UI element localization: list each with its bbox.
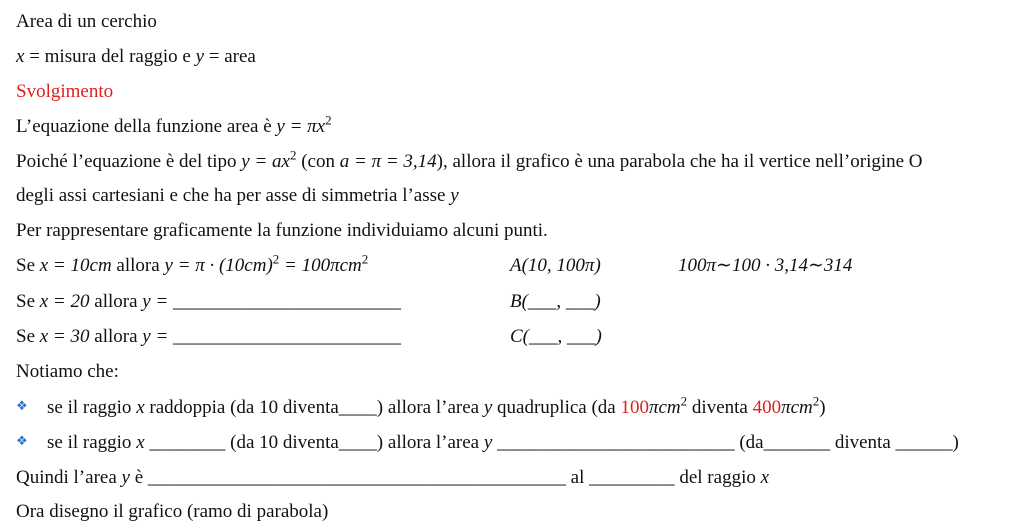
row-2-blank: ________________________ xyxy=(173,291,402,312)
b1-exp-1: 2 xyxy=(680,393,688,409)
row-3-x: x = 30 xyxy=(39,326,90,347)
axis-text: degli assi cartesiani e che ha per asse di simmetria l’asse xyxy=(16,185,451,206)
poiche-formula-1: y = ax xyxy=(241,151,290,172)
var-y: y xyxy=(195,46,204,67)
row-1-se: Se xyxy=(16,255,40,276)
row-1-allora: allora xyxy=(111,255,165,276)
row-3-blank: ________________________ xyxy=(173,326,402,347)
b2-text-c: _________________________ (da_______ diventa ______) xyxy=(492,432,959,453)
b1-text-c: quadruplica (da xyxy=(492,397,621,418)
row-2-text xyxy=(16,290,401,314)
var-x: x xyxy=(16,46,25,67)
row-3-text xyxy=(16,325,401,349)
notiamo-heading: Notiamo che: xyxy=(16,361,119,382)
equation-exponent: 2 xyxy=(325,112,332,128)
b1-exp-2: 2 xyxy=(812,393,820,409)
b1-value-1: 100 xyxy=(620,397,649,418)
section-heading: Svolgimento xyxy=(16,81,114,102)
row-3-allora: allora xyxy=(89,326,143,347)
b1-y: y xyxy=(483,397,493,418)
poiche-exponent: 2 xyxy=(289,147,297,163)
b2-text-a: se il raggio xyxy=(47,432,137,453)
b1-unit-2: πcm xyxy=(781,397,813,418)
row-1-y: y = π · (10cm) xyxy=(164,255,273,276)
b2-text-b: ________ (da 10 diventa____) allora l’area xyxy=(144,432,484,453)
quindi-x: x xyxy=(760,467,770,488)
b1-text-d: diventa xyxy=(687,397,753,418)
b1-text-a: se il raggio xyxy=(47,397,137,418)
row-3-se: Se xyxy=(16,326,40,347)
row-2-x: x = 20 xyxy=(39,291,90,312)
row-2-se: Se xyxy=(16,291,40,312)
row-2-y: y = xyxy=(142,291,174,312)
def-text-1: = misura del raggio e xyxy=(24,46,196,67)
bullet-1-text xyxy=(47,393,826,420)
bullet-icon: ❖ xyxy=(16,433,28,448)
b1-text-b: raddoppia (da 10 diventa____) allora l’area xyxy=(144,397,484,418)
row-1-x: x = 10cm xyxy=(39,255,112,276)
poiche-text-c: ), allora il grafico è una parabola che ha il vertice nell’origine O xyxy=(436,151,923,172)
definition-line xyxy=(16,45,256,69)
closing-line: Ora disegno il grafico (ramo di parabola) xyxy=(16,501,329,522)
points-intro: Per rappresentare graficamente la funzione individuiamo alcuni punti. xyxy=(16,220,548,241)
b1-text-e: ) xyxy=(819,397,826,418)
quindi-y: y xyxy=(121,467,130,488)
poiche-line xyxy=(16,147,923,174)
bullet-2-text xyxy=(47,431,959,455)
poiche-text-a: Poiché l’equazione è del tipo xyxy=(16,151,242,172)
row-3-y: y = xyxy=(142,326,174,347)
b1-x: x xyxy=(136,397,145,418)
equation-line xyxy=(16,112,332,139)
row-2-allora: allora xyxy=(89,291,143,312)
title: Area di un cerchio xyxy=(16,11,157,32)
equation-formula: y = πx xyxy=(276,116,326,137)
quindi-text-a: Quindi l’area xyxy=(16,467,122,488)
poiche-text-b: (con xyxy=(296,151,340,172)
equation-text: L’equazione della funzione area è xyxy=(16,116,277,137)
approx-value: 100π∼100 · 3,14∼314 xyxy=(678,255,853,276)
b1-value-2: 400 xyxy=(752,397,782,418)
b1-unit-1: πcm xyxy=(648,397,681,418)
b2-x: x xyxy=(136,432,145,453)
axis-name: y xyxy=(450,185,459,206)
quindi-line xyxy=(16,466,769,490)
poiche-formula-2: a = π = 3,14 xyxy=(339,151,437,172)
point-c: C(___, ___) xyxy=(510,326,602,347)
row-1-exp2: 2 xyxy=(361,251,369,267)
bullet-icon: ❖ xyxy=(16,398,28,413)
point-a: A(10, 100π) xyxy=(510,255,601,276)
quindi-text-b: è ____________________________________________ al _________ del raggio xyxy=(129,467,761,488)
point-b: B(___, ___) xyxy=(510,291,601,312)
b2-y: y xyxy=(483,432,493,453)
row-1-result: = 100πcm xyxy=(279,255,362,276)
row-1-exp: 2 xyxy=(272,251,280,267)
axis-line xyxy=(16,184,459,208)
def-text-2: = area xyxy=(204,46,256,67)
row-1-text xyxy=(16,251,369,278)
